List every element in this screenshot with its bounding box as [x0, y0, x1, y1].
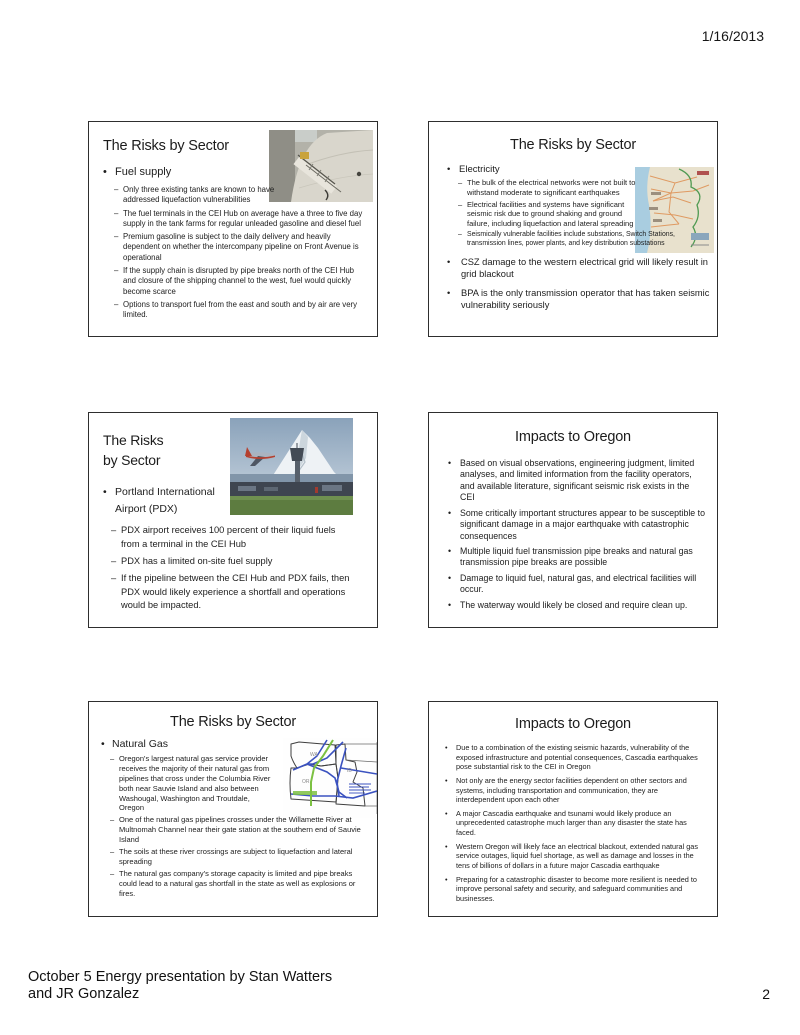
slide-risks-pdx [88, 412, 378, 628]
pdx-airport-mt-hood-photo [230, 418, 353, 515]
bullet-item: • Not only are the energy sector facilities dependent on other sectors and systems, including transportation and communication, they are interdependent upon each other [443, 776, 706, 805]
slide-risks-natural-gas [88, 701, 378, 917]
bullet-item: • Damage to liquid fuel, natural gas, and electrical facilities will occur. [445, 573, 706, 596]
header-date: 1/16/2013 [701, 28, 764, 44]
sub-bullet: – The natural gas company's storage capacity is limited and pipe breaks could lead to a natural gas shortfall in the state as well as explosions or fires. [99, 869, 371, 899]
sub-bullet: – The bulk of the electrical networks were not built to withstand moderate to significant earthquakes [445, 178, 637, 198]
slide-risks-fuel-supply [88, 121, 378, 337]
slide-body [443, 743, 709, 903]
map-label-wa: WA [310, 752, 318, 758]
sub-bullet: – The fuel terminals in the CEI Hub on average have a three to five day supply in the tank farms for regular unleaded gasoline and diesel fuel [101, 209, 367, 230]
bullet-item: • Some critically important structures appear to be susceptible to significant damage in a major earthquake with catastrophic consequences [445, 508, 706, 542]
bullet-fuel-supply: • Fuel supply [101, 166, 367, 178]
sub-bullet: – Seismically vulnerable facilities include substations, Switch Stations, transmission lines, power plants, and key distribution substations [445, 231, 707, 249]
slide-impacts-oregon-1 [428, 412, 718, 628]
sub-bullet: – Only three existing tanks are known to have addressed liquefaction vulnerabilities [101, 185, 279, 206]
slide-title: The Risks by Sector [103, 138, 229, 154]
footer-line1: October 5 Energy presentation by Stan Watters [28, 969, 333, 985]
sub-bullet: – PDX has a limited on-site fuel supply [101, 555, 353, 569]
bullet-bpa: • BPA is the only transmission operator that has taken seismic vulnerability seriously [445, 288, 711, 312]
bullet-pdx: • Portland International Airport (PDX) [101, 484, 241, 518]
sub-bullet: – If the supply chain is disrupted by pipe breaks north of the CEI Hub and closure of the shipping channel to the west, fuel would quickly become scarce [101, 266, 367, 297]
bullet-item: • Multiple liquid fuel transmission pipe breaks and natural gas transmission pipe breaks are possible [445, 546, 706, 569]
sub-bullet: – PDX airport receives 100 percent of their liquid fuels from a terminal in the CEI Hub [101, 524, 353, 552]
footer-line2: and JR Gonzalez [28, 986, 140, 1003]
slide-title: The Risks by Sector [103, 432, 164, 468]
bullet-item: • Preparing for a catastrophic disaster to become more resilient is needed to improve personal safety and security, and safeguard communities and businesses. [443, 875, 706, 904]
bullet-natural-gas: • Natural Gas [99, 738, 371, 750]
footer-text [28, 969, 332, 1004]
slide-title: Impacts to Oregon [515, 716, 631, 732]
slide-impacts-oregon-2 [428, 701, 718, 917]
page-number: 2 [762, 986, 770, 1002]
sub-bullet: – Oregon's largest natural gas service provider receives the majority of their natural gas from pipelines that cross under the Columbia River both near Sauvie Island and also between Washougal, Washington and Troutdale, Oregon [99, 754, 271, 813]
slide-title: The Risks by Sector [510, 137, 636, 153]
slide-title: Impacts to Oregon [515, 429, 631, 445]
slide-body [445, 458, 709, 611]
sub-bullet: – Options to transport fuel from the east and south and by air are very limited. [101, 300, 367, 321]
bullet-item: • A major Cascadia earthquake and tsunami would likely produce an unprecedented catastrophe much larger than any disaster the state has faced. [443, 809, 706, 838]
slide-risks-electricity [428, 121, 718, 337]
bullet-item: • Western Oregon will likely face an electrical blackout, extended natural gas service outages, liquid fuel shortage, as well as damage and losses in the tens of billions of dollars in a future major Cascadia earthquake [443, 842, 706, 871]
sub-bullet: – One of the natural gas pipelines crosses under the Willamette River at Multnomah Channel near their gate station at the southern end of Sauvie Island [99, 815, 371, 845]
sub-bullet: – If the pipeline between the CEI Hub and PDX fails, then PDX would likely experience a shortfall and operations would be impacted. [101, 572, 353, 614]
bullet-electricity: • Electricity [445, 164, 711, 175]
slide-title: The Risks by Sector [170, 714, 296, 730]
sub-bullet: – Premium gasoline is subject to the daily delivery and heavily dependent on whether the intercompany pipeline on Front Avenue is operational [101, 232, 367, 263]
bullet-csz-damage: • CSZ damage to the western electrical grid will likely result in grid blackout [445, 257, 711, 281]
sub-bullet: – Electrical facilities and systems have significant seismic risk due to ground shaking and ground failure, including liquefaction and lateral spreading [445, 200, 637, 229]
bullet-item: • The waterway would likely be closed and require clean up. [445, 600, 706, 611]
bullet-item: • Due to a combination of the existing seismic hazards, vulnerability of the exposed infrastructure and potential consequences, Cascadia earthquakes pose substantial risk to the CEI in Oregon [443, 743, 706, 772]
map-label-id: ID [347, 768, 352, 774]
map-label-or: OR [302, 779, 310, 785]
bullet-item: • Based on visual observations, engineering judgment, limited analyses, and limited information from the facility operators, and available literature, significant seismic risk exists in the CEI [445, 458, 706, 504]
pacific-nw-gas-pipeline-map [283, 738, 378, 818]
sub-bullet: – The soils at these river crossings are subject to liquefaction and lateral spreading [99, 847, 371, 867]
